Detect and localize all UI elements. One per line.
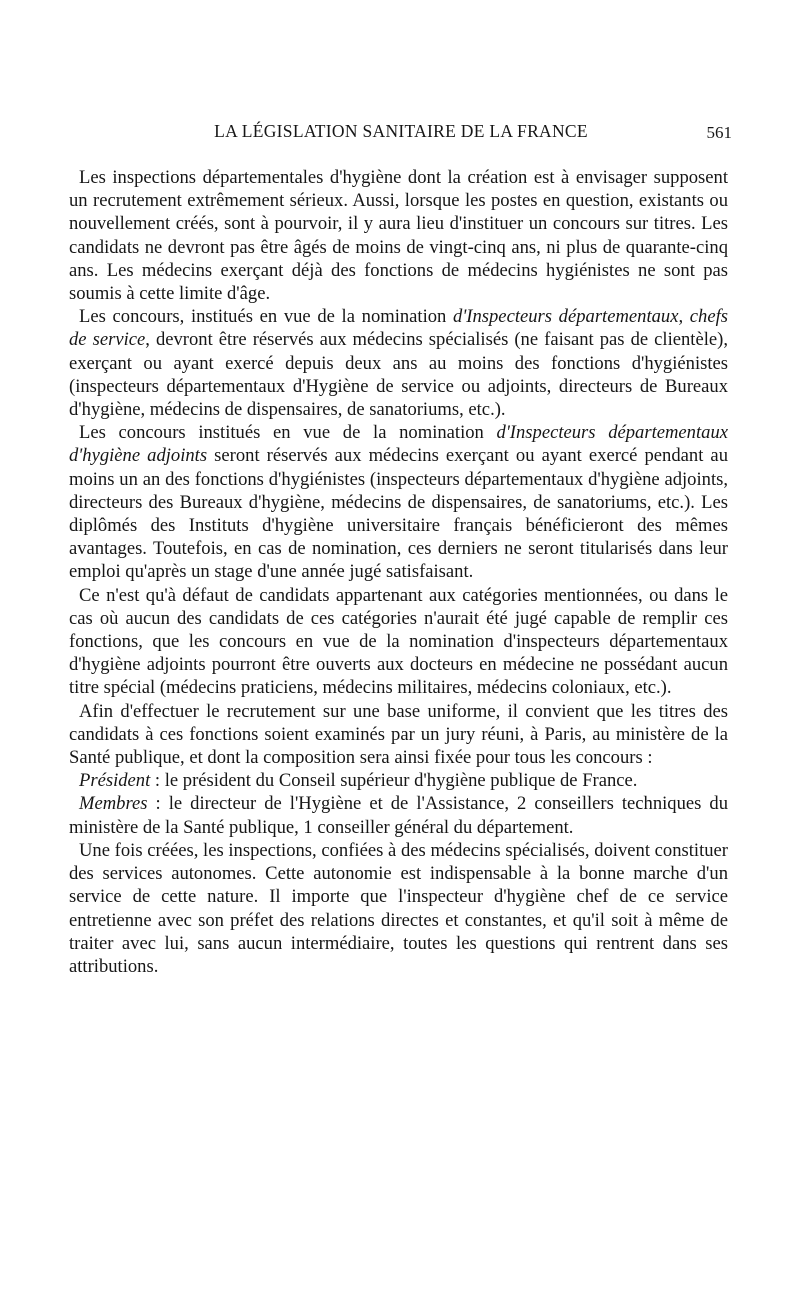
running-title: LA LÉGISLATION SANITAIRE DE LA FRANCE xyxy=(214,121,588,141)
paragraph-text: : le directeur de l'Hygiène et de l'Assistance, 2 conseillers techniques du ministère de la Santé publique, 1 conseiller général du département. xyxy=(69,793,728,838)
paragraph-text: : le président du Conseil supérieur d'hygiène publique de France. xyxy=(150,770,638,792)
paragraph-text: Les concours institués en vue de la nomination xyxy=(79,422,497,444)
paragraph-autonomy: Une fois créées, les inspections, confiées à des médecins spécialisés, doivent constituer des services autonomes. Cette autonomie est indispensable à la bonne marche d'un service de cette nature. Il importe que l'inspecteur d'hygiène chef de ce service entretienne avec son préfet des relations directes et constantes, et qu'il soit à même de traiter avec lui, sans aucun intermédiaire, toutes les questions qui rentrent dans ses attributions. xyxy=(69,839,728,977)
paragraph-assistant-inspectors xyxy=(69,421,728,583)
paragraph-text: Les concours, institués en vue de la nomination xyxy=(79,306,454,328)
role-label: Membres xyxy=(79,793,148,815)
paragraph-recruitment: Les inspections départementales d'hygiène dont la création est à envisager supposent un recrutement extrêmement sérieux. Aussi, lorsque les postes en question, existants ou nouvellement créés, sont à pourvoir, il y aura lieu d'instituer un concours sur titres. Les candidats ne devront pas être âgés de moins de vingt-cinq ans, ni plus de quarante-cinq ans. Les médecins exerçant déjà des fonctions de médecins hygiénistes ne sont pas soumis à cette limite d'âge. xyxy=(69,167,728,305)
paragraph-president xyxy=(69,769,728,792)
body-text xyxy=(69,166,728,978)
paragraph-members xyxy=(69,792,728,838)
paragraph-chief-inspectors xyxy=(69,305,728,421)
emphasis-text: d'Inspecteurs départementaux d'hygiène adjoints xyxy=(69,422,728,467)
paragraph-jury: Afin d'effectuer le recrutement sur une base uniforme, il convient que les titres des candidats à ces fonctions soient examinés par un jury réuni, à Paris, au ministère de la Santé publique, et dont la composition sera ainsi fixée pour tous les concours : xyxy=(69,700,728,769)
role-label: Président xyxy=(79,770,151,792)
page-number: 561 xyxy=(706,123,732,142)
paragraph-text: , devront être réservés aux médecins spécialisés (ne faisant pas de clientèle), exerçant ou ayant exercé depuis deux ans au moins des fonctions d'hygiénistes (inspecteurs départementaux d'Hygiène de service ou adjoints, directeurs de Bureaux d'hygiène, médecins de dispensaires, de sanatoriums, etc.). xyxy=(69,329,728,421)
paragraph-text: seront réservés aux médecins exerçant ou ayant exercé pendant au moins un an des fonctions d'hygiénistes (inspecteurs départementaux d'hygiène adjoints, directeurs des Bureaux d'hygiène, médecins de dispensaires, de sanatoriums, etc.). Les diplômés des Instituts d'hygiène universitaire français bénéficieront des mêmes avantages. Toutefois, en cas de nomination, ces derniers ne seront titularisés dans leur emploi qu'après un stage d'une année jugé satisfaisant. xyxy=(69,445,728,583)
emphasis-text: d'Inspecteurs départementaux, chefs de service xyxy=(69,306,728,351)
page-header xyxy=(70,121,732,145)
paragraph-other-candidates: Ce n'est qu'à défaut de candidats appartenant aux catégories mentionnées, ou dans le cas où aucun des candidats de ces catégories n'aurait été jugé capable de remplir ces fonctions, que les concours en vue de la nomination d'inspecteurs départementaux d'hygiène adjoints pourront être ouverts aux docteurs en médecine ne possédant aucun titre spécial (médecins praticiens, médecins militaires, médecins coloniaux, etc.). xyxy=(69,584,728,699)
